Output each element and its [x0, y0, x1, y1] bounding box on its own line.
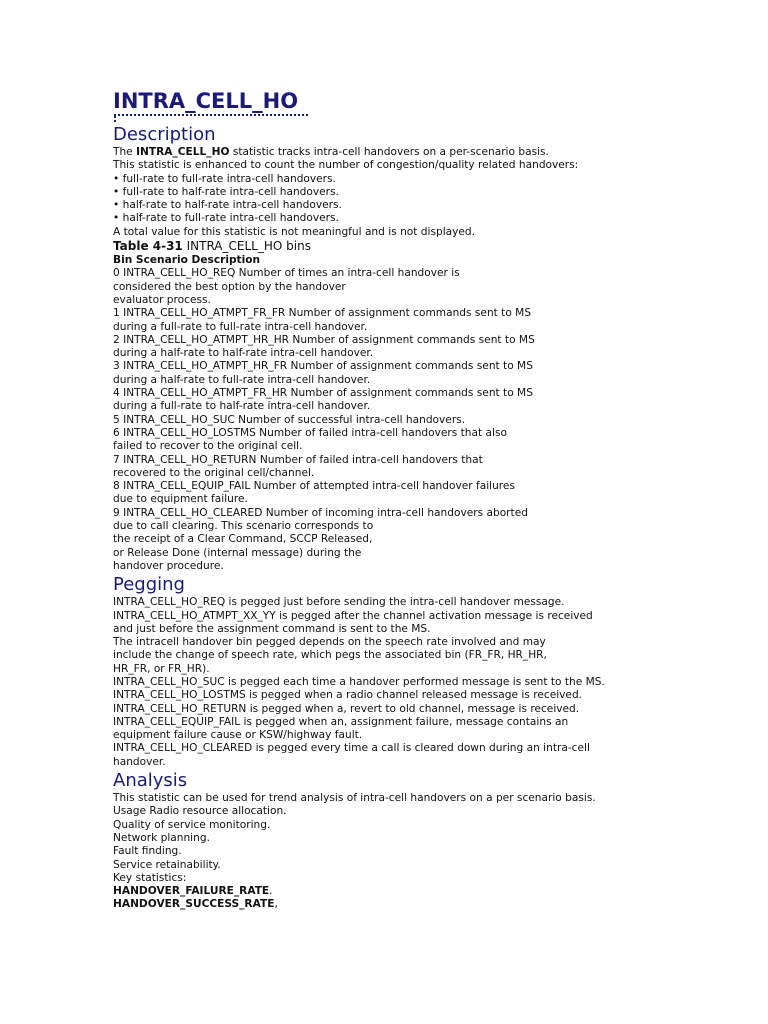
title-underline: [114, 114, 308, 116]
table-row: recovered to the original cell/channel.: [113, 466, 315, 479]
key-statistics: [113, 885, 658, 912]
title-mark: [114, 116, 118, 122]
table-row: 4 INTRA_CELL_HO_ATMPT_FR_HR Number of assignment commands sent to MS: [113, 387, 533, 400]
analysis-heading: Analysis: [113, 770, 188, 792]
pegging-line: include the change of speech rate, which pegs the associated bin (FR_FR, HR_HR,: [113, 649, 547, 662]
table-row: during a half-rate to half-rate intra-cell handover.: [113, 347, 374, 360]
table-row: 1 INTRA_CELL_HO_ATMPT_FR_FR Number of assignment commands sent to MS: [113, 307, 532, 320]
key-statistic-name: HANDOVER_SUCCESS_RATE: [113, 898, 275, 911]
description-line: • full-rate to half-rate intra-cell handovers.: [113, 185, 339, 198]
table-row: during a full-rate to half-rate intra-cell handover.: [113, 400, 371, 413]
pegging-line: INTRA_CELL_HO_CLEARED is pegged every time a call is cleared down during an intra-cell: [113, 742, 590, 755]
pegging-line: INTRA_CELL_HO_RETURN is pegged when a, revert to old channel, message is received.: [113, 702, 580, 715]
table-row: considered the best option by the handover: [113, 280, 346, 293]
table-row: due to call clearing. This scenario corresponds to: [113, 520, 374, 533]
analysis-line: Quality of service monitoring.: [113, 818, 271, 831]
description-line: A total value for this statistic is not meaningful and is not displayed.: [113, 225, 476, 238]
pegging-lines: [113, 596, 658, 769]
pegging-heading: Pegging: [113, 574, 185, 596]
pegging-line: INTRA_CELL_EQUIP_FAIL is pegged when an, assignment failure, message contains an: [113, 715, 569, 728]
document-page: [113, 88, 658, 912]
pegging-line: INTRA_CELL_HO_REQ is pegged just before sending the intra-cell handover message.: [113, 596, 565, 609]
table-row: during a half-rate to full-rate intra-cell handover.: [113, 373, 371, 386]
table-row: 2 INTRA_CELL_HO_ATMPT_HR_HR Number of assignment commands sent to MS: [113, 333, 535, 346]
table-row: or Release Done (internal message) during the: [113, 546, 362, 559]
key-statistic-suffix: .: [269, 885, 273, 898]
pegging-line: HR_FR, or FR_HR).: [113, 662, 210, 675]
description-line: • half-rate to half-rate intra-cell handovers.: [113, 199, 342, 212]
table-row: failed to recover to the original cell.: [113, 440, 303, 453]
pegging-line: equipment failure cause or KSW/highway fault.: [113, 729, 363, 742]
table-row: evaluator process.: [113, 293, 211, 306]
key-statistic-item: [113, 885, 658, 898]
pegging-line: and just before the assignment command is sent to the MS.: [113, 622, 431, 635]
table-row: 8 INTRA_CELL_EQUIP_FAIL Number of attempted intra-cell handover failures: [113, 480, 515, 493]
description-line: • full-rate to full-rate intra-cell handovers.: [113, 172, 336, 185]
pegging-line: INTRA_CELL_HO_ATMPT_XX_YY is pegged after the channel activation message is received: [113, 609, 593, 622]
bins-table: [113, 267, 658, 573]
table-row: handover procedure.: [113, 559, 224, 572]
table-row: 6 INTRA_CELL_HO_LOSTMS Number of failed intra-cell handovers that also: [113, 426, 507, 439]
description-heading: Description: [113, 124, 216, 145]
analysis-line: Fault finding.: [113, 845, 182, 858]
key-statistic-item: [113, 898, 658, 911]
description-line: This statistic is enhanced to count the number of congestion/quality related handovers:: [113, 159, 579, 172]
document-title: INTRA_CELL_HO: [113, 89, 299, 113]
table-caption: Table 4-31 INTRA_CELL_HO bins: [113, 239, 311, 254]
analysis-line: This statistic can be used for trend analysis of intra-cell handovers on a per scenario basis.: [113, 792, 596, 805]
table-row: 7 INTRA_CELL_HO_RETURN Number of failed intra-cell handovers that: [113, 453, 483, 466]
table-row: 9 INTRA_CELL_HO_CLEARED Number of incoming intra-cell handovers aborted: [113, 506, 528, 519]
key-statistic-name: HANDOVER_FAILURE_RATE: [113, 885, 270, 898]
pegging-line: INTRA_CELL_HO_SUC is pegged each time a handover performed message is sent to the MS.: [113, 675, 605, 688]
analysis-line: Key statistics:: [113, 871, 187, 884]
pegging-line: The intracell handover bin pegged depends on the speech rate involved and may: [113, 636, 546, 649]
key-statistic-suffix: ,: [274, 898, 278, 911]
table-header: Bin Scenario Description: [113, 254, 261, 267]
table-row: 3 INTRA_CELL_HO_ATMPT_HR_FR Number of assignment commands sent to MS: [113, 360, 533, 373]
title-block: [113, 88, 658, 124]
table-row: during a full-rate to full-rate intra-cell handover.: [113, 320, 368, 333]
description-lines: [113, 159, 658, 239]
description-line: • half-rate to full-rate intra-cell handovers.: [113, 212, 339, 225]
analysis-line: Usage Radio resource allocation.: [113, 805, 287, 818]
pegging-line: INTRA_CELL_HO_LOSTMS is pegged when a radio channel released message is received.: [113, 689, 583, 702]
table-row: the receipt of a Clear Command, SCCP Released,: [113, 533, 373, 546]
analysis-line: Service retainability.: [113, 858, 221, 871]
table-row: 5 INTRA_CELL_HO_SUC Number of successful intra-cell handovers.: [113, 413, 466, 426]
analysis-lines: [113, 792, 658, 885]
analysis-line: Network planning.: [113, 831, 210, 844]
pegging-line: handover.: [113, 755, 166, 768]
description-intro: The INTRA_CELL_HO statistic tracks intra-cell handovers on a per-scenario basis.: [113, 146, 549, 158]
table-row: 0 INTRA_CELL_HO_REQ Number of times an intra-cell handover is: [113, 267, 460, 280]
table-row: due to equipment failure.: [113, 493, 248, 506]
